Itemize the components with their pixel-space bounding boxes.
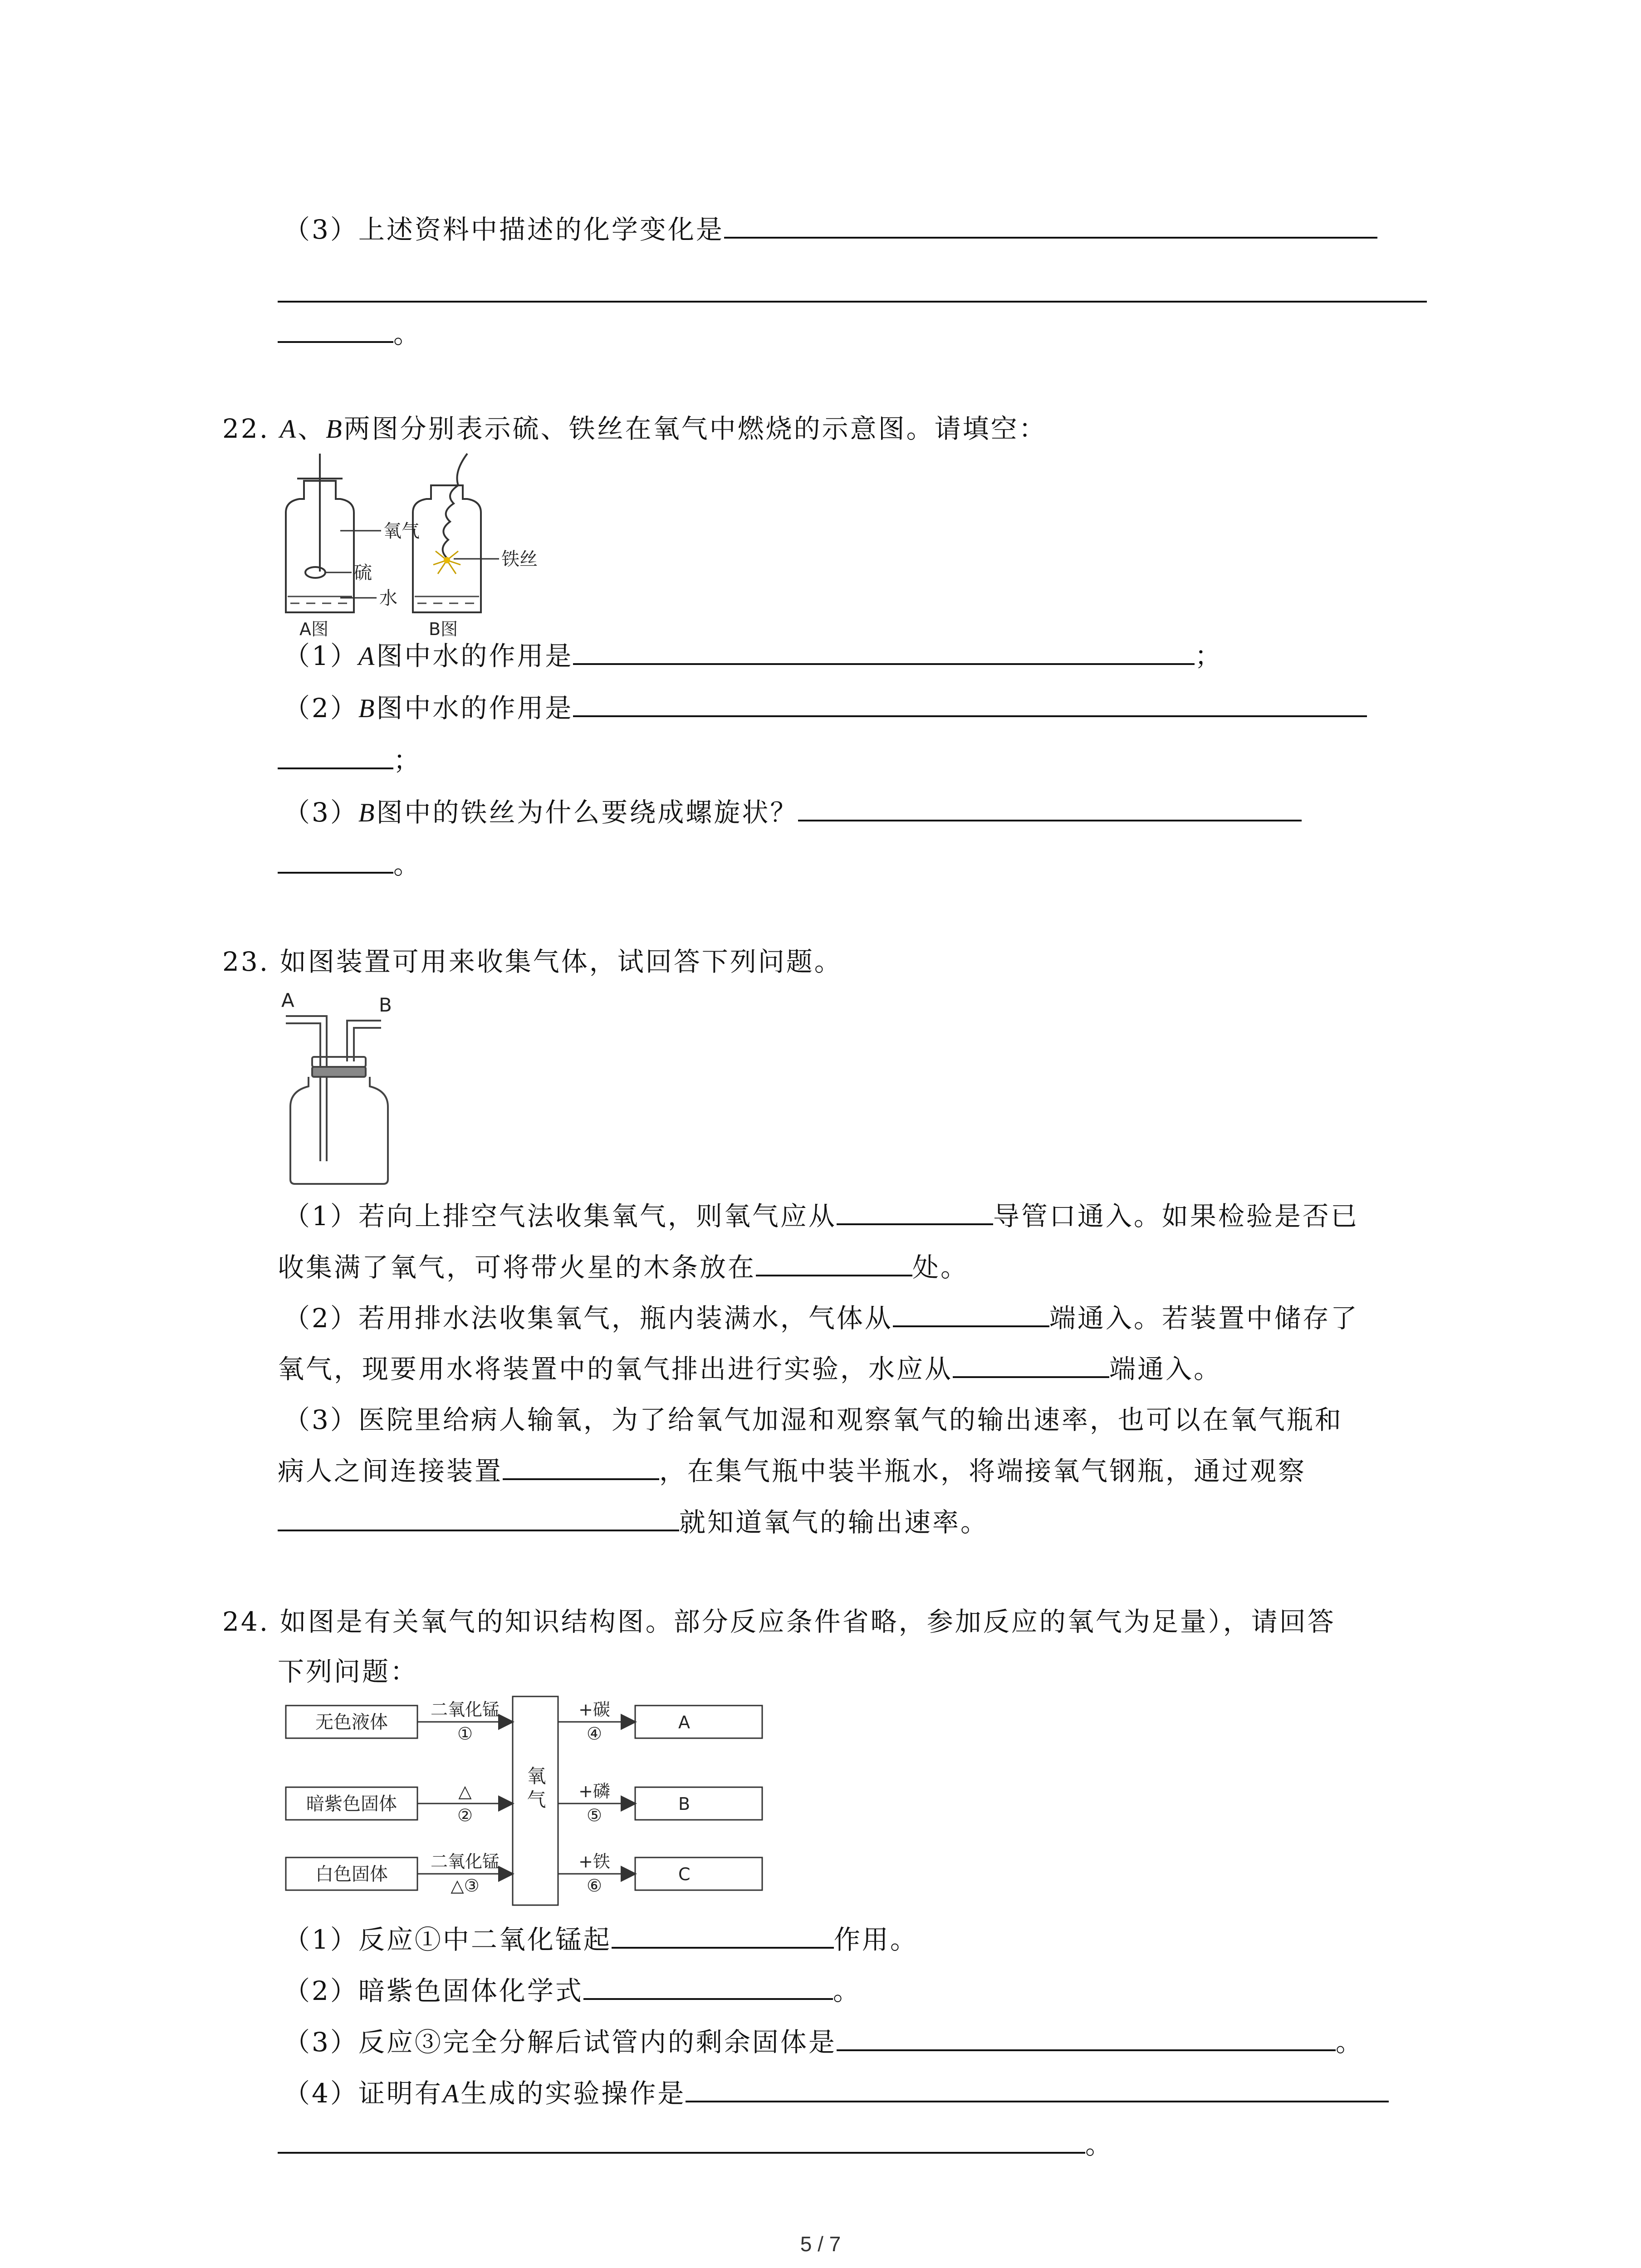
r5-num: ⑤	[586, 1805, 603, 1825]
answer-blank[interactable]	[612, 1923, 834, 1949]
q21-end: 。	[278, 318, 421, 350]
box-liquid-label: 无色液体	[315, 1712, 388, 1733]
q23-line2: 收集满了氧气，可将带火星的木条放在 处。	[278, 1252, 969, 1283]
caption-a: A图	[299, 619, 328, 639]
label-iron: 铁丝	[501, 549, 538, 570]
q24-part2: （2）暗紫色固体化学式 。	[284, 1975, 861, 2006]
label-oxygen: 氧气	[383, 521, 420, 542]
cond-mno2-b: 二氧化锰	[430, 1852, 500, 1872]
label-b: B	[379, 994, 392, 1016]
box-white-label: 白色固体	[315, 1864, 388, 1885]
answer-blank[interactable]	[278, 2128, 1085, 2154]
q24-part4: （4）证明有A生成的实验操作是	[284, 2077, 1389, 2110]
q23-line6: 病人之间连接装置 ，在集气瓶中装半瓶水，将端接氧气钢瓶，通过观察	[278, 1456, 1307, 1486]
answer-blank[interactable]	[837, 1200, 993, 1225]
answer-line[interactable]	[278, 301, 1427, 303]
out-b-label: B	[678, 1794, 691, 1814]
water-b	[415, 596, 479, 603]
answer-blank[interactable]	[893, 1302, 1049, 1327]
gas-bottle	[286, 1016, 388, 1184]
r6-label: +铁	[578, 1852, 610, 1872]
q23-line7: 就知道氧气的输出速率。	[278, 1506, 989, 1538]
label-a: A	[281, 989, 294, 1012]
answer-blank[interactable]	[573, 640, 1195, 665]
q24-stem1: 24. 如图是有关氧气的知识结构图。部分反应条件省略，参加反应的氧气为足量），请回答	[222, 1606, 1336, 1637]
answer-blank[interactable]	[798, 796, 1302, 821]
q24-part1: （1）反应①中二氧化锰起 作用。	[284, 1924, 918, 1955]
q23-line1: （1）若向上排空气法收集氧气，则氧气应从 导管口通入。如果检验是否已	[284, 1201, 1359, 1232]
oxygen-knowledge-diagram	[281, 1696, 780, 1914]
answer-blank[interactable]	[278, 744, 393, 769]
bottle-b	[413, 454, 481, 612]
box-a	[635, 1706, 762, 1738]
cond-3: △③	[451, 1876, 480, 1896]
q22-part2-cont: ；	[278, 744, 421, 776]
q22-stem: 22. A、B两图分别表示硫、铁丝在氧气中燃烧的示意图。请填空：	[222, 413, 1047, 444]
box-b	[635, 1787, 762, 1820]
cond-heat: △	[458, 1781, 472, 1801]
q23-line4: 氧气，现要用水将装置中的氧气排出进行实验，水应从 端通入。	[278, 1354, 1222, 1384]
r4-num: ④	[586, 1724, 603, 1744]
q24-part3: （3）反应③完全分解后试管内的剩余固体是 。	[284, 2027, 1364, 2058]
q22-part1: （1）A图中水的作用是 ；	[284, 640, 1223, 671]
answer-blank[interactable]	[724, 213, 1377, 239]
cond-1: ①	[457, 1724, 473, 1744]
label-water: 水	[379, 588, 397, 609]
bottle-a	[286, 454, 354, 612]
q22-part2: （2）B图中水的作用是	[284, 692, 1367, 724]
q23-line3: （2）若用排水法收集氧气，瓶内装满水，气体从 端通入。若装置中储存了	[284, 1303, 1359, 1334]
out-a-label: A	[678, 1712, 690, 1732]
answer-blank[interactable]	[583, 1975, 833, 2000]
q22-part3: （3）B图中的铁丝为什么要绕成螺旋状？	[284, 796, 1302, 829]
q24-part4-cont: 。	[278, 2128, 1113, 2160]
answer-blank[interactable]	[953, 1353, 1109, 1378]
spark-b	[433, 551, 460, 574]
box-c	[635, 1857, 762, 1890]
center-oxygen: 氧气	[524, 1766, 547, 1813]
gas-bottle-figure	[277, 989, 413, 1188]
r5-label: +磷	[578, 1781, 610, 1801]
q23-line5: （3）医院里给病人输氧，为了给氧气加湿和观察氧气的输出速率，也可以在氧气瓶和	[284, 1404, 1343, 1435]
combustion-figure	[272, 454, 617, 644]
q22-part3-cont: 。	[278, 848, 421, 880]
label-sulfur: 硫	[354, 562, 372, 583]
answer-blank[interactable]	[573, 692, 1367, 717]
answer-blank[interactable]	[278, 848, 393, 874]
answer-blank[interactable]	[756, 1251, 912, 1276]
q21-part3: （3）上述资料中描述的化学变化是	[284, 213, 1377, 245]
caption-b: B图	[429, 619, 458, 639]
answer-blank[interactable]	[278, 1506, 679, 1531]
out-c-label: C	[678, 1864, 691, 1884]
answer-blank[interactable]	[503, 1455, 659, 1480]
cond-2: ②	[457, 1805, 473, 1825]
box-purple-label: 暗紫色固体	[306, 1794, 397, 1814]
r6-num: ⑥	[586, 1876, 603, 1896]
r4-label: +碳	[578, 1700, 610, 1720]
cond-mno2: 二氧化锰	[430, 1700, 500, 1720]
q23-stem: 23. 如图装置可用来收集气体，试回答下列问题。	[222, 946, 843, 977]
q24-stem2: 下列问题：	[278, 1656, 419, 1687]
answer-blank[interactable]	[837, 2026, 1336, 2051]
page-number: 5 / 7	[800, 2232, 841, 2256]
answer-blank[interactable]	[686, 2077, 1389, 2102]
answer-blank[interactable]	[278, 318, 393, 343]
